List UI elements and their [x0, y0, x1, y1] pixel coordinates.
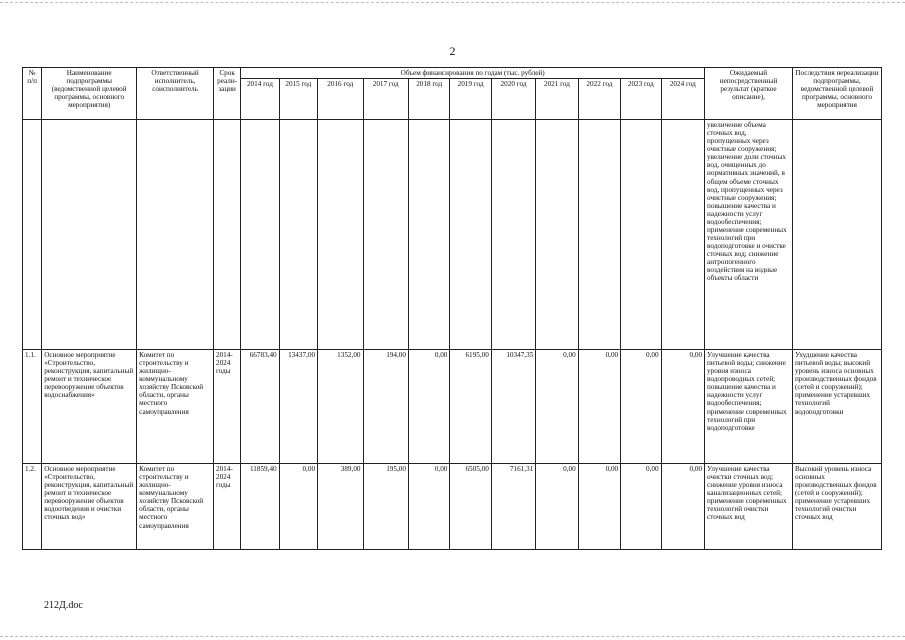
empty-cell [42, 120, 137, 350]
empty-cell [661, 120, 704, 350]
value-cell: 0,00 [408, 464, 449, 550]
header-consequences: Последствия нереализации подпрограммы, ведомственной целевой программы, основного мероприятия [792, 68, 881, 120]
activity-name: Основное мероприятие «Строительство, реконструкция, капитальный ремонт и техническое перевооружение объектов водоотведения и очистки сточных вод» [42, 464, 137, 550]
header-year: 2021 год [536, 79, 578, 120]
result-cell: Улучшение качества питьевой воды; снижение уровня износа водопроводных сетей; повышение качества и надежности услуг водообеспечения; применение современных технологий при водоподготовке [705, 350, 793, 464]
page-number: 2 [449, 44, 456, 58]
empty-cell [408, 120, 449, 350]
empty-cell [450, 120, 491, 350]
value-cell: 0,00 [536, 350, 578, 464]
header-year: 2023 год [621, 79, 661, 120]
scan-edge-bottom [0, 636, 905, 637]
value-cell: 0,00 [661, 350, 704, 464]
empty-cell [241, 120, 279, 350]
financing-table [22, 67, 882, 550]
header-year: 2020 год [491, 79, 535, 120]
row-number: 1.2. [23, 464, 42, 550]
value-cell: 194,00 [363, 350, 408, 464]
value-cell: 0,00 [578, 464, 620, 550]
header-year: 2018 год [408, 79, 449, 120]
value-cell: 0,00 [661, 464, 704, 550]
header-year: 2016 год [318, 79, 363, 120]
header-term: Срок реали-зации [213, 68, 240, 120]
empty-cell [213, 120, 240, 350]
empty-cell [621, 120, 661, 350]
value-cell: 6195,00 [450, 350, 491, 464]
value-cell: 0,00 [621, 464, 661, 550]
empty-cell [792, 120, 881, 350]
value-cell: 0,00 [578, 350, 620, 464]
consequences-cell: Ухудшение качества питьевой воды; высокий уровень износа основных производственных фондов (сетей и сооружений); применение устаревших технологий водоподготовки [792, 350, 881, 464]
header-year: 2022 год [578, 79, 620, 120]
value-cell: 0,00 [408, 350, 449, 464]
header-responsible: Ответственный исполнитель, соисполнитель [137, 68, 214, 120]
empty-cell [23, 120, 42, 350]
header-year: 2019 год [450, 79, 491, 120]
header-name: Наименование подпрограммы (ведомственной целевой программы, основного мероприятия) [42, 68, 137, 120]
value-cell: 7161,31 [491, 464, 535, 550]
empty-cell [578, 120, 620, 350]
responsible-cell: Комитет по строительству и жилищно-коммунальному хозяйству Псковской области, органы местного самоуправления [137, 464, 214, 550]
header-year: 2015 год [279, 79, 317, 120]
value-cell: 66783,40 [241, 350, 279, 464]
value-cell: 0,00 [279, 464, 317, 550]
header-result: Ожидаемый непосредственный результат (краткое описание), [705, 68, 793, 120]
row-number: 1.1. [23, 350, 42, 464]
header-year: 2014 год [241, 79, 279, 120]
value-cell: 0,00 [621, 350, 661, 464]
result-cell: Улучшение качества очистки сточных вод; снижение уровня износа канализационных сетей; применение современных технологий очистки сточных вод [705, 464, 793, 550]
value-cell: 10347,35 [491, 350, 535, 464]
empty-cell [137, 120, 214, 350]
empty-cell [318, 120, 363, 350]
header-year: 2024 год [661, 79, 704, 120]
consequences-cell: Высокий уровень износа основных производственных фондов (сетей и сооружений); применение устаревших технологий очистки сточных вод [792, 464, 881, 550]
value-cell: 195,00 [363, 464, 408, 550]
header-financing: Объем финансирования по годам (тыс. рублей) [241, 68, 705, 79]
value-cell: 11859,40 [241, 464, 279, 550]
header-no: № п/п [23, 68, 42, 120]
value-cell: 0,00 [536, 464, 578, 550]
result-cell: увеличение объема сточных вод, пропущенных через очистные сооружения; увеличение доли сточных вод, очищенных до нормативных значений, в общем объеме сточных вод, пропущенных через очистные сооружения; повышение качества и надежности услуг водообеспечения; применение современных технологий при водоподготовке и очистке сточных вод; снижение антропогенного воздействия на водные объекты области [705, 120, 793, 350]
table-row [23, 464, 882, 550]
document-filename: 212Д.doc [44, 600, 83, 611]
activity-name: Основное мероприятие «Строительство, реконструкция, капитальный ремонт и техническое перевооружение объектов водоснабжения» [42, 350, 137, 464]
table-row [23, 350, 882, 464]
value-cell: 1352,00 [318, 350, 363, 464]
value-cell: 13437,00 [279, 350, 317, 464]
empty-cell [536, 120, 578, 350]
empty-cell [363, 120, 408, 350]
value-cell: 6505,00 [450, 464, 491, 550]
term-cell: 2014-2024 годы [213, 350, 240, 464]
scan-edge-top [0, 2, 905, 3]
responsible-cell: Комитет по строительству и жилищно-коммунальному хозяйству Псковской области, органы местного самоуправления [137, 350, 214, 464]
value-cell: 389,00 [318, 464, 363, 550]
empty-cell [491, 120, 535, 350]
term-cell: 2014-2024 годы [213, 464, 240, 550]
empty-cell [279, 120, 317, 350]
header-year: 2017 год [363, 79, 408, 120]
table-row [23, 120, 882, 350]
